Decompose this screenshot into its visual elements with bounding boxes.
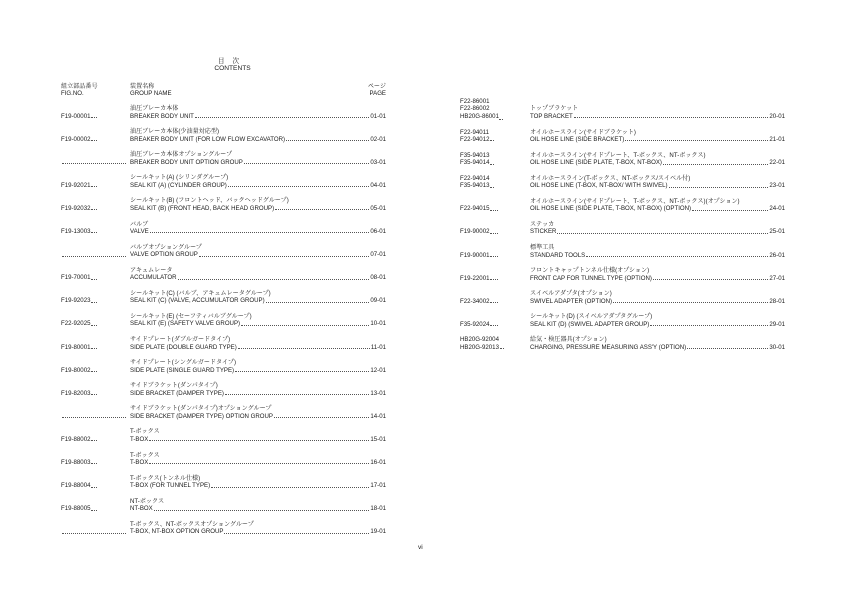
fig-no-header [61,84,98,98]
group-name-ja: シールキット(E) (セーフティバルブグループ) [130,312,252,320]
group-name-wrap [530,321,785,328]
group-name-wrap [530,228,785,235]
page-ref: 01-01 [370,112,386,120]
group-name-wrap [130,436,386,443]
page-ref: 04-01 [370,181,386,189]
page-ref: 11-01 [370,343,386,351]
group-name-ja: バルブ [130,220,149,228]
page-ref: 22-01 [769,159,785,167]
top-bracket-ja: トップブラケット [530,105,579,113]
leader-dots [625,140,768,141]
fig-number: F22-86002 [460,105,490,113]
page-ref: 27-01 [769,274,785,282]
page-header-en: PAGE [369,89,386,97]
leader-dots [692,210,768,211]
contents-entry[interactable] [61,151,386,167]
group-name-ja: サイドプレート(シングルガードタイプ) [130,359,237,367]
page-ref: 12-01 [370,366,386,374]
fig-number: F19-88003 [61,459,91,466]
group-name: SEAL KIT (C) (VALVE, ACCUMULATOR GROUP) [130,297,265,305]
fig-number: F19-92032 [61,204,91,212]
leader-dots [286,140,369,141]
group-name: SIDE BRACKET (DAMPER TYPE) OPTION GROUP [130,412,274,420]
contents-entry[interactable] [61,382,386,398]
group-name-ja: 給気・検圧器具(オプション) [530,336,607,344]
fig-number: F19-13003 [61,228,91,235]
contents-entry[interactable] [460,175,785,191]
group-name: T-BOX [130,435,149,443]
leader-dots [62,256,126,257]
contents-entry[interactable] [460,129,785,145]
page-ref: 30-01 [769,343,785,351]
leader-dots [91,232,97,233]
group-name-wrap [130,459,386,466]
group-name-ja: T-ボックス [130,428,160,436]
group-name-header [130,84,172,98]
leader-dots [669,187,769,188]
group-name-ja: シールキット(D) (スイベルアダプタグループ) [530,313,653,321]
leader-dots [499,119,503,120]
leader-dots [211,487,369,488]
group-name-wrap [130,205,386,212]
fig-number: F19-90001 [460,251,490,259]
leader-dots [224,533,369,534]
contents-entry[interactable] [61,475,386,491]
group-name-wrap [530,182,785,189]
page-ref: 14-01 [370,412,386,420]
group-name: SWIVEL ADAPTER (OPTION) [530,297,613,305]
leader-dots [225,394,369,395]
leader-dots [241,325,369,326]
group-name: SEAL KIT (A) (CYLINDER GROUP) [130,181,227,189]
group-name-ja: NT-ボックス [130,497,165,505]
group-name-wrap [130,390,386,397]
leader-dots [500,348,504,349]
fig-number: F19-90002 [460,228,490,236]
page-ref: 08-01 [370,274,386,282]
fig-number: HB20G-92013 [460,343,499,351]
leader-dots [235,371,369,372]
group-name-ja: サイドブラケット(ダンパタイプ) [130,382,218,390]
page-ref: 19-01 [370,528,386,536]
group-name-header-en: GROUP NAME [130,89,172,97]
page-ref: 13-01 [370,389,386,397]
page-ref: 03-01 [370,158,386,166]
contents-title-en: CONTENTS [214,65,251,73]
group-name-wrap [130,251,386,258]
page-ref: 07-01 [370,251,386,259]
group-name-ja: T-ボックス(トンネル仕様) [130,474,201,482]
group-name: OIL HOSE LINE (SIDE PLATE, T-BOX, NT-BOX) (OPTION) [530,205,692,213]
leader-dots [238,348,370,349]
group-name: OIL HOSE LINE (SIDE BRACKET) [530,136,625,143]
leader-dots [687,348,768,349]
leader-dots [91,140,97,141]
leader-dots [557,233,768,234]
contents-entry[interactable] [61,359,386,375]
fig-number: F19-88004 [61,482,91,490]
group-name-wrap [530,298,785,305]
group-name: STICKER [530,228,557,236]
fig-number: F19-00001 [61,112,91,120]
group-name: T-BOX [130,459,149,466]
group-name: T-BOX (FOR TUNNEL TYPE) [130,482,211,490]
group-name-ja: T-ボックス、NT-ボックスオプショングループ [130,520,254,528]
fig-number-first: F22-94014 [460,174,490,182]
group-name-wrap [530,344,785,351]
group-name-ja: アキュムレータ [130,266,173,274]
contents-entry[interactable] [460,244,785,260]
leader-dots [91,440,97,441]
group-name-wrap [130,505,386,512]
page-ref: 24-01 [769,205,785,213]
contents-entry[interactable] [61,290,386,306]
page-ref: 06-01 [370,228,386,235]
leader-dots [663,164,768,165]
group-name: OIL HOSE LINE (T-BOX, NT-BOX/ WITH SWIVEL) [530,182,668,190]
group-name-wrap [530,205,785,212]
page-ref: 09-01 [370,297,386,305]
group-name: SIDE PLATE (DOUBLE GUARD TYPE) [130,343,237,351]
page-ref: 29-01 [769,320,785,328]
group-name-wrap [130,136,386,143]
group-name-wrap [130,367,386,374]
group-name-ja: オイルホースライン(サイドプレート、T-ボックス、NT-ボックス) [530,151,706,159]
leader-dots [490,164,494,165]
group-name-wrap [530,113,785,120]
leader-dots [490,187,494,188]
leader-dots [62,417,126,418]
fig-number: F22-94015 [460,205,490,213]
contents-title [0,58,465,72]
contents-entry[interactable] [61,521,386,537]
group-name-wrap [130,159,386,166]
leader-dots [199,256,370,257]
group-name-wrap [530,275,785,282]
fig-number: F19-92021 [61,181,91,189]
contents-entry[interactable] [61,498,386,514]
fig-number-first: F35-94013 [460,151,490,159]
group-name-ja: オイルホースライン(T-ボックス、NT-ボックス/スイベル付) [530,174,691,182]
fig-number: F19-80001 [61,343,91,351]
page-ref: 02-01 [370,135,386,143]
contents-entry[interactable] [61,405,386,421]
leader-dots [91,302,97,303]
leader-dots [275,209,369,210]
contents-entry[interactable] [61,336,386,352]
leader-dots [490,210,498,211]
group-name-ja: スイベルアダプタ(オプション) [530,290,612,298]
leader-dots [490,256,498,257]
leader-dots [490,140,494,141]
contents-entry[interactable] [61,452,386,468]
leader-dots [91,209,97,210]
page-ref: 20-01 [769,112,785,120]
group-name-ja: 油圧ブレーカ本体オプショングループ [130,151,233,159]
group-name-wrap [130,344,386,351]
contents-entry[interactable] [460,152,785,168]
leader-dots [228,186,370,187]
page-header [350,84,386,98]
group-name: VALVE [130,228,149,235]
fig-number: F19-88005 [61,505,91,513]
group-name: ACCUMULATOR [130,274,177,282]
contents-entry[interactable] [460,221,785,237]
fig-number: F35-92024 [460,320,490,328]
leader-dots [62,533,126,534]
group-name-wrap [130,482,386,489]
page-header-ja: ページ [367,83,386,90]
leader-dots [91,487,97,488]
leader-dots [62,163,126,164]
leader-dots [91,394,97,395]
leader-dots [574,117,769,118]
fig-number: F35-94014 [460,159,490,167]
leader-dots [244,163,370,164]
leader-dots [91,325,97,326]
contents-entry[interactable] [460,290,785,306]
group-name: STANDARD TOOLS [530,251,586,259]
leader-dots [91,371,97,372]
page-ref: 28-01 [769,297,785,305]
contents-entry[interactable] [61,428,386,444]
contents-entry[interactable] [61,221,386,237]
leader-dots [91,279,97,280]
contents-entry[interactable] [61,267,386,283]
leader-dots [154,510,370,511]
leader-dots [274,417,369,418]
fig-number: F35-94013 [460,182,490,190]
fig-number: F19-00002 [61,135,91,143]
fig-number: F19-92023 [61,297,91,305]
fig-number: F19-80002 [61,366,91,374]
fig-number: F19-82003 [61,389,91,397]
fig-number-first: F22-94011 [460,128,490,136]
page-ref: 25-01 [769,228,785,236]
group-name: SEAL KIT (B) (FRONT HEAD, BACK HEAD GROUP) [130,204,275,212]
group-name-wrap [530,252,785,259]
group-name-ja: サイドプレート(ダブルガードタイプ) [130,336,231,343]
fig-number: F22-34002 [460,297,490,305]
contents-entry[interactable] [460,198,785,214]
fig-number: HB20G-86001 [460,112,499,120]
leader-dots [613,302,768,303]
fig-number: F22-92025 [61,320,91,328]
group-name: VALVE OPTION GROUP [130,251,198,259]
page-ref: 05-01 [370,204,386,212]
contents-entry[interactable] [61,174,386,190]
leader-dots [653,279,769,280]
fig-no-header-ja: 組立部品番号 [61,83,98,90]
contents-entry[interactable] [61,244,386,260]
top-bracket-row [460,105,785,121]
group-name-ja: シールキット(A) (シリンダグループ) [130,174,229,182]
fig-no-header-en: FIG.NO. [61,89,84,97]
group-name: SEAL KIT (D) (SWIVEL ADAPTER GROUP) [530,320,650,328]
group-name-wrap [130,113,386,120]
fig-number: F22-86001 [460,98,490,105]
leader-dots [178,279,370,280]
contents-entry[interactable] [61,128,386,144]
group-name: SIDE BRACKET (DAMPER TYPE) [130,389,224,397]
group-name-wrap [530,136,785,143]
page-ref: 23-01 [769,182,785,190]
page-ref: 10-01 [370,320,386,328]
leader-dots [149,440,369,441]
contents-entry[interactable] [61,105,386,121]
leader-dots [91,348,97,349]
leader-dots [91,510,97,511]
group-name: SIDE PLATE (SINGLE GUARD TYPE) [130,366,235,374]
fig-number: F19-88002 [61,435,91,443]
group-name-wrap [130,182,386,189]
contents-entry[interactable] [460,267,785,283]
leader-dots [91,186,97,187]
group-name: SEAL KIT (E) (SAFETY VALVE GROUP) [130,320,241,328]
contents-entry[interactable] [61,313,386,329]
group-name-wrap [130,528,386,535]
contents-title-ja: 目次 [217,58,248,65]
group-name-ja: 標準工具 [530,244,555,251]
group-name: T-BOX, NT-BOX OPTION GROUP [130,528,224,536]
page-ref: 21-01 [769,136,785,143]
group-name-wrap [130,297,386,304]
page-ref: 17-01 [370,482,386,490]
leader-dots [91,117,97,118]
leader-dots [650,325,768,326]
group-name: FRONT CAP FOR TUNNEL TYPE (OPTION) [530,274,652,282]
group-name-ja: 油圧ブレーカ本体(少油量対応型) [130,128,220,136]
group-name-wrap [130,228,386,235]
group-name: CHARGING, PRESSURE MEASURING ASS'Y (OPTION) [530,343,687,351]
fig-number: F19-70001 [61,274,91,282]
fig-number: F19-22001 [460,274,490,282]
group-name-wrap [130,320,386,327]
fig-number: F22-94012 [460,136,490,143]
group-name-wrap [130,274,386,281]
group-name-ja: ステッカ [530,220,555,228]
page-ref: 15-01 [370,435,386,443]
leader-dots [150,232,370,233]
group-name-ja: 油圧ブレーカ本体 [130,105,179,112]
group-name-ja: オイルホースライン(サイドブラケット) [530,128,636,136]
page-number: vi [418,544,423,551]
group-name: BREAKER BODY UNIT (FOR LOW FLOW EXCAVATOR) [130,135,286,143]
leader-dots [91,463,97,464]
page-ref: 18-01 [370,505,386,513]
leader-dots [490,279,498,280]
group-name-ja: バルブオプショングループ [130,243,202,251]
group-name: NT-BOX [130,505,153,513]
group-name-ja: T-ボックス [130,451,160,459]
group-name-wrap [130,413,386,420]
group-name: BREAKER BODY UNIT [130,112,194,120]
page-ref: 26-01 [769,251,785,259]
group-name-header-ja: 装置名称 [130,83,155,90]
page-ref: 16-01 [370,459,386,466]
leader-dots [490,302,498,303]
contents-entry[interactable] [460,313,785,329]
group-name-ja: フロントキャップトンネル仕様(オプション) [530,267,650,275]
contents-entry[interactable] [61,197,386,213]
group-name-ja: シールキット(B) (フロントヘッド、バックヘッドグループ) [130,197,289,205]
leader-dots [490,325,498,326]
group-name-ja: シールキット(C) (バルブ、アキュムレータグループ) [130,289,271,297]
leader-dots [195,117,370,118]
contents-entry[interactable] [460,336,785,352]
group-name-ja: オイルホースライン(サイドプレート、T-ボックス、NT-ボックス)(オプション) [530,197,740,205]
group-name: BREAKER BODY UNIT OPTION GROUP [130,158,243,166]
group-name-wrap [530,159,785,166]
group-name: TOP BRACKET [530,112,573,120]
leader-dots [586,256,768,257]
group-name-ja: サイドブラケット(ダンパタイプ)オプショングループ [130,405,272,413]
leader-dots [490,233,498,234]
leader-dots [266,302,370,303]
fig-number-first: HB20G-92004 [460,336,499,344]
leader-dots [149,463,369,464]
group-name: OIL HOSE LINE (SIDE PLATE, T-BOX, NT-BOX) [530,159,662,167]
